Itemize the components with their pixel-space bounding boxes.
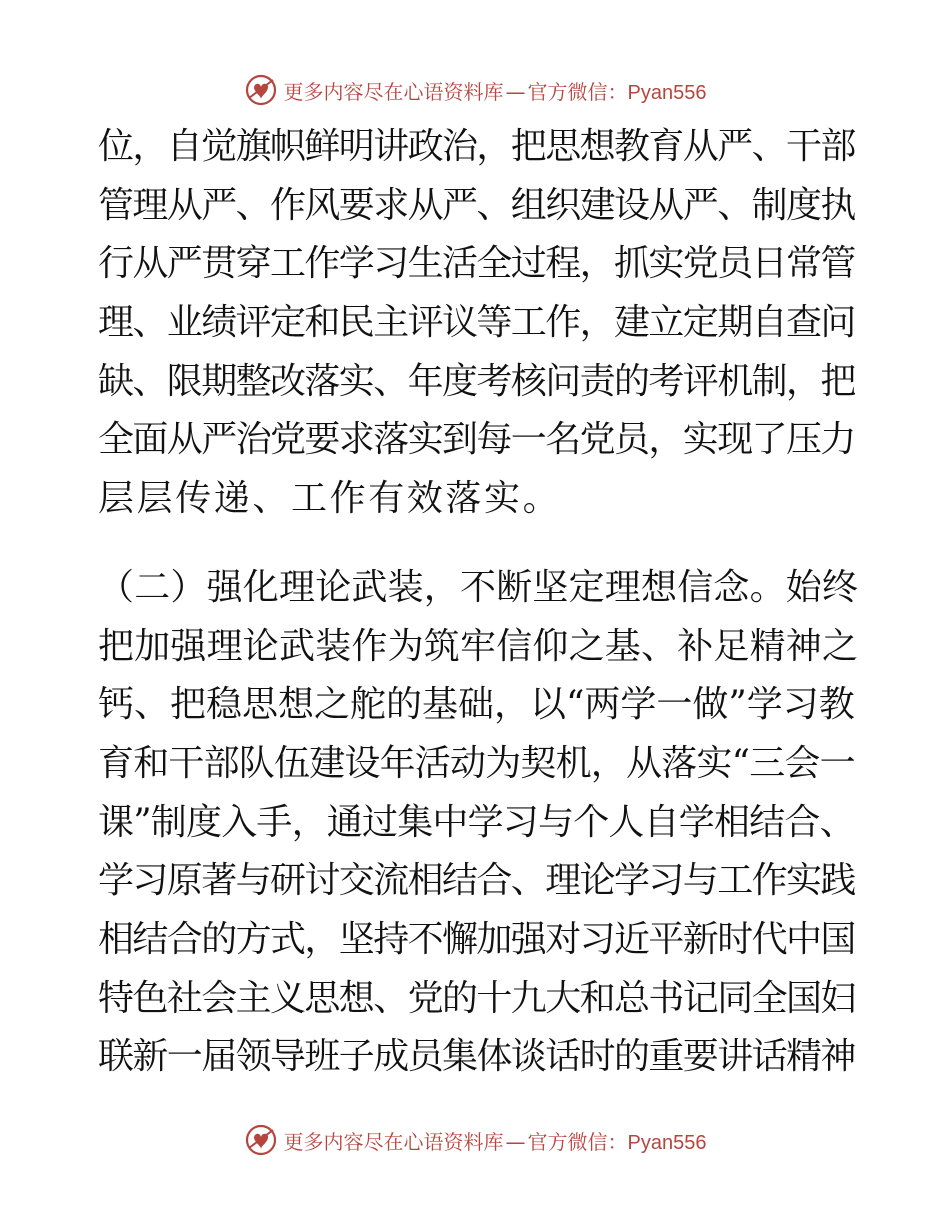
watermark-text <box>284 76 707 105</box>
text-line: 把加强理论武装作为筑牢信仰之基、补足精神之 <box>98 625 859 667</box>
footer-watermark <box>0 1120 950 1160</box>
text-line: 学习原著与研讨交流相结合、理论学习与工作实践 <box>98 860 855 902</box>
watermark-separator: — <box>505 79 526 104</box>
watermark-contact-label: 官方微信： <box>527 1129 628 1154</box>
section-heading-line: （二）强化理论武装，不断坚定理想信念。始终 <box>98 566 859 608</box>
text-line: 缺、限期整改落实、年度考核问责的考评机制，把 <box>98 360 855 402</box>
text-line: 特色社会主义思想、党的十九大和总书记同全国妇 <box>98 977 855 1019</box>
watermark-site-text: 更多内容尽在心语资料库 <box>283 1129 504 1154</box>
watermark-text <box>284 1126 707 1155</box>
watermark-site-text: 更多内容尽在心语资料库 <box>283 79 504 104</box>
text-line: 全面从严治党要求落实到每一名党员，实现了压力 <box>98 419 855 461</box>
document-body <box>98 118 858 1087</box>
text-line: 钙、把稳思想之舵的基础，以“两学一做”学习教 <box>98 684 855 726</box>
text-line: 课”制度入手，通过集中学习与个人自学相结合、 <box>98 801 855 843</box>
paragraph-1 <box>98 118 858 529</box>
heart-rose-logo-icon <box>244 1123 278 1157</box>
watermark-separator: — <box>505 1129 526 1154</box>
paragraph-2 <box>98 559 858 1087</box>
text-line: 层层传递、工作有效落实。 <box>98 478 562 520</box>
text-line: 育和干部队伍建设年活动为契机，从落实“三会一 <box>98 742 855 784</box>
text-line: 相结合的方式，坚持不懈加强对习近平新时代中国 <box>98 918 855 960</box>
text-line: 理、业绩评定和民主评议等工作，建立定期自查问 <box>98 302 855 344</box>
paragraph-gap <box>98 529 858 559</box>
text-line: 管理从严、作风要求从严、组织建设从严、制度执 <box>98 184 855 226</box>
watermark-contact-label: 官方微信： <box>527 79 628 104</box>
text-line: 位，自觉旗帜鲜明讲政治，把思想教育从严、干部 <box>98 126 855 167</box>
text-line: 联新一届领导班子成员集体谈话时的重要讲话精神 <box>98 1036 855 1078</box>
text-line: 行从严贯穿工作学习生活全过程，抓实党员日常管 <box>98 243 855 285</box>
watermark-contact-id: Pyan556 <box>627 1131 707 1154</box>
header-watermark <box>0 70 950 110</box>
watermark-contact-id: Pyan556 <box>627 81 707 104</box>
heart-rose-logo-icon <box>244 73 278 107</box>
